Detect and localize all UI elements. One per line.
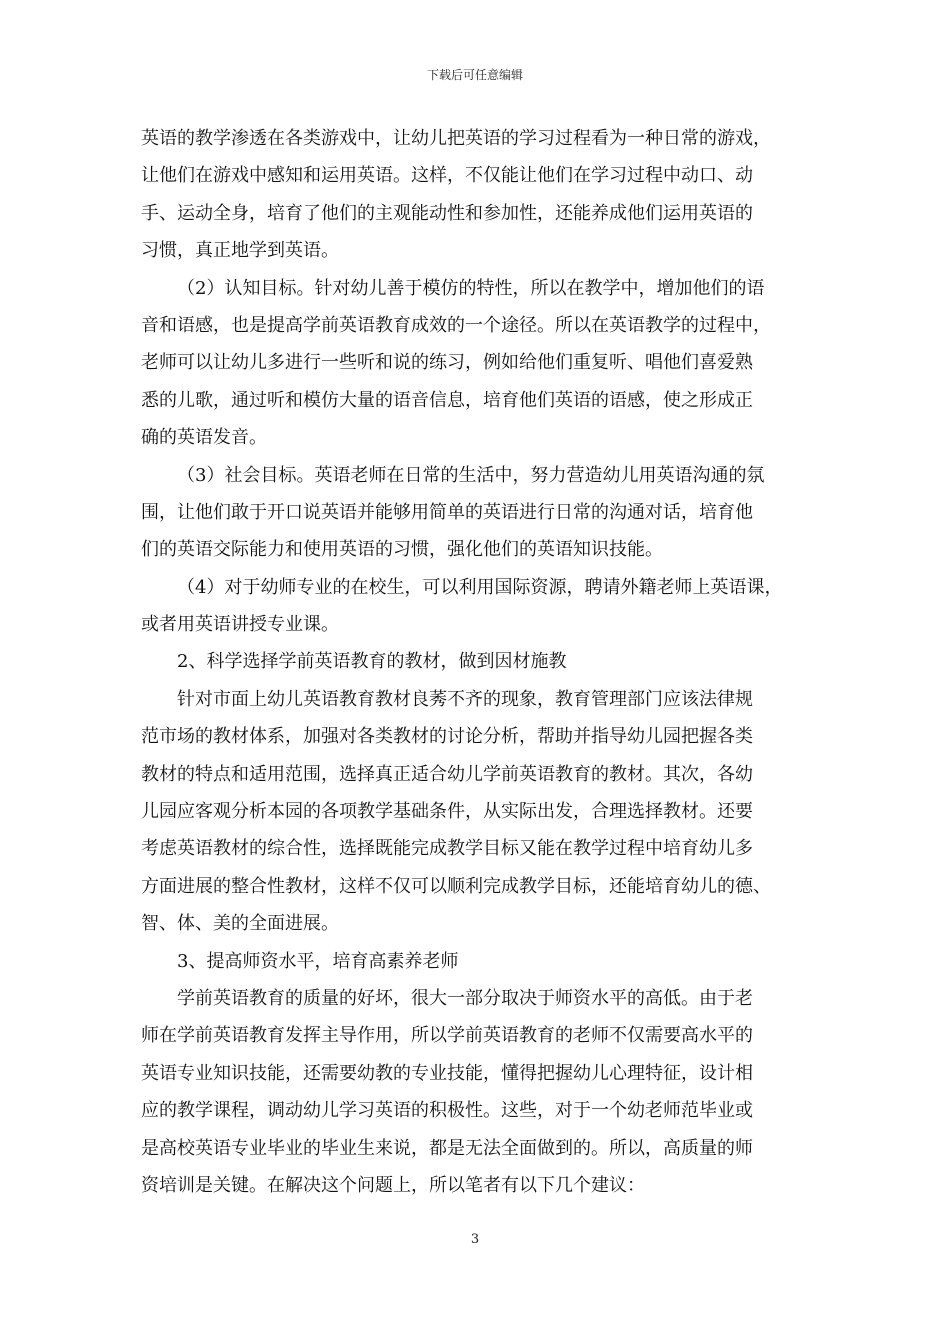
text-line: 或者用英语讲授专业课。 bbox=[141, 614, 339, 636]
paragraph-start-line: （2）认知目标。针对幼儿善于模仿的特性，所以在教学中，增加他们的语 bbox=[177, 277, 765, 299]
text-line: 师在学前英语教育发挥主导作用，所以学前英语教育的老师不仅需要高水平的 bbox=[141, 1025, 753, 1047]
text-line: 智、体、美的全面进展。 bbox=[141, 913, 339, 935]
page-header: 下载后可任意编辑 bbox=[426, 68, 523, 82]
paragraph-start-line: 学前英语教育的质量的好坏，很大一部分取决于师资水平的高低。由于老 bbox=[177, 987, 753, 1009]
paragraph-start-line: 针对市面上幼儿英语教育教材良莠不齐的现象，教育管理部门应该法律规 bbox=[177, 688, 753, 710]
text-line: 习惯，真正地学到英语。 bbox=[141, 240, 339, 262]
text-line: 方面进展的整合性教材，这样不仅可以顺利完成教学目标，还能培育幼儿的德、 bbox=[141, 875, 771, 897]
text-line: 围，让他们敢于开口说英语并能够用简单的英语进行日常的沟通对话，培育他 bbox=[141, 501, 753, 523]
text-line: 儿园应客观分析本园的各项教学基础条件，从实际出发，合理选择教材。还要 bbox=[141, 801, 753, 823]
document-body bbox=[141, 120, 809, 1204]
text-line: 们的英语交际能力和使用英语的习惯，强化他们的英语知识技能。 bbox=[141, 539, 663, 561]
text-line: 教材的特点和适用范围，选择真正适合幼儿学前英语教育的教材。其次，各幼 bbox=[141, 763, 753, 785]
text-line: 音和语感，也是提高学前英语教育成效的一个途径。所以在英语教学的过程中， bbox=[141, 314, 771, 336]
text-line: 确的英语发音。 bbox=[141, 427, 267, 449]
paragraph-start-line: （4）对于幼师专业的在校生，可以利用国际资源，聘请外籍老师上英语课， bbox=[177, 576, 783, 598]
text-line: 英语专业知识技能，还需要幼教的专业技能，懂得把握幼儿心理特征，设计相 bbox=[141, 1062, 753, 1084]
text-line: 手、运动全身，培育了他们的主观能动性和参加性，还能养成他们运用英语的 bbox=[141, 202, 753, 224]
section-heading: 3、提高师资水平，培育高素养老师 bbox=[177, 950, 459, 972]
paragraph-start-line: （3）社会目标。英语老师在日常的生活中，努力营造幼儿用英语沟通的氛 bbox=[177, 464, 765, 486]
text-line: 考虑英语教材的综合性，选择既能完成教学目标又能在教学过程中培育幼儿多 bbox=[141, 838, 753, 860]
page-number: 3 bbox=[470, 1232, 480, 1247]
text-line: 让他们在游戏中感知和运用英语。这样，不仅能让他们在学习过程中动口、动 bbox=[141, 165, 753, 187]
text-line: 是高校英语专业毕业的毕业生来说，都是无法全面做到的。所以，高质量的师 bbox=[141, 1137, 753, 1159]
section-heading: 2、科学选择学前英语教育的教材，做到因材施教 bbox=[177, 651, 567, 673]
text-line: 悉的儿歌，通过听和模仿大量的语音信息，培育他们英语的语感，使之形成正 bbox=[141, 389, 753, 411]
text-line: 资培训是关键。在解决这个问题上，所以笔者有以下几个建议： bbox=[141, 1174, 645, 1196]
text-line: 英语的教学渗透在各类游戏中，让幼儿把英语的学习过程看为一种日常的游戏， bbox=[141, 128, 771, 149]
text-line: 老师可以让幼儿多进行一些听和说的练习，例如给他们重复听、唱他们喜爱熟 bbox=[141, 352, 753, 374]
text-line: 应的教学课程，调动幼儿学习英语的积极性。这些，对于一个幼老师范毕业或 bbox=[141, 1100, 753, 1122]
text-line: 范市场的教材体系，加强对各类教材的讨论分析，帮助并指导幼儿园把握各类 bbox=[141, 726, 753, 748]
